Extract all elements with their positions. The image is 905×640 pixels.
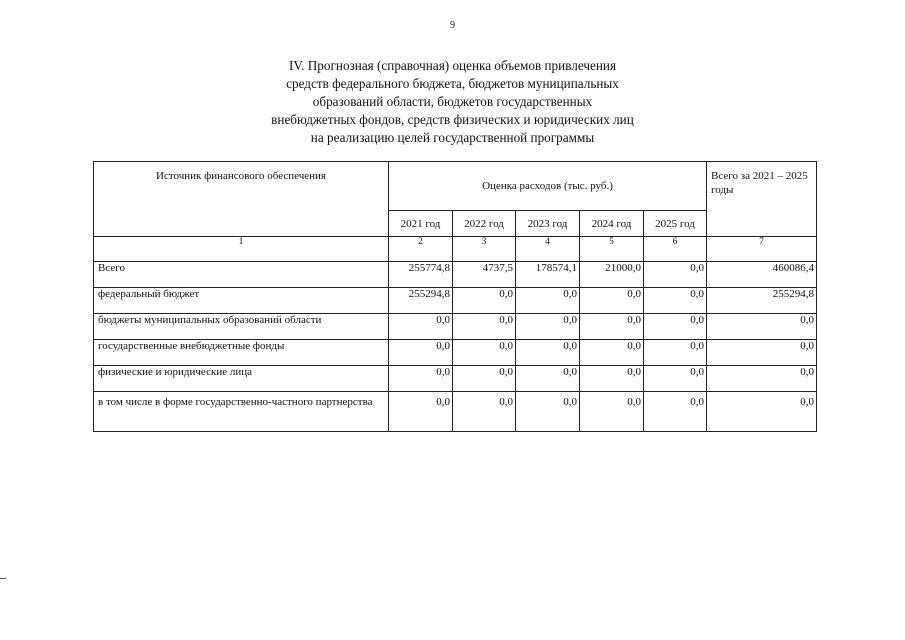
- column-number-row: [94, 237, 817, 262]
- title-line: образований области, бюджетов государственных: [312, 94, 593, 109]
- cell-total: 0,0: [707, 340, 817, 366]
- column-number: 4: [516, 237, 580, 262]
- title-line: IV. Прогнозная (справочная) оценка объемов привлечения: [288, 58, 617, 73]
- cell-value: 0,0: [453, 314, 516, 340]
- cell-value: 0,0: [516, 340, 580, 366]
- row-label: в том числе в форме государственно-частного партнерства: [94, 392, 389, 432]
- cell-value: 21000,0: [580, 262, 644, 288]
- cell-value: 0,0: [453, 288, 516, 314]
- cell-value: 0,0: [453, 366, 516, 392]
- cell-value: 0,0: [644, 314, 707, 340]
- header-year: 2021 год: [389, 211, 453, 237]
- table-row: [94, 392, 817, 432]
- section-title: [0, 57, 905, 147]
- cell-value: 0,0: [389, 340, 453, 366]
- row-label: физические и юридические лица: [94, 366, 389, 392]
- row-label: Всего: [94, 262, 389, 288]
- cell-value: 0,0: [516, 314, 580, 340]
- column-number: 1: [94, 237, 389, 262]
- header-year: 2023 год: [516, 211, 580, 237]
- cell-value: 0,0: [389, 392, 453, 432]
- cell-value: 0,0: [644, 366, 707, 392]
- page-number: 9: [450, 20, 455, 31]
- header-source: Источник финансового обеспечения: [94, 162, 389, 237]
- table-row: [94, 366, 817, 392]
- cell-value: 0,0: [453, 392, 516, 432]
- cell-value: 0,0: [389, 314, 453, 340]
- cell-value: 0,0: [644, 392, 707, 432]
- financing-table: [93, 161, 817, 432]
- column-number: 6: [644, 237, 707, 262]
- cell-value: 0,0: [644, 262, 707, 288]
- row-label: государственные внебюджетные фонды: [94, 340, 389, 366]
- cell-value: 255774,8: [389, 262, 453, 288]
- cell-total: 0,0: [707, 366, 817, 392]
- cell-value: 0,0: [516, 288, 580, 314]
- cell-value: 0,0: [644, 340, 707, 366]
- row-label: федеральный бюджет: [94, 288, 389, 314]
- header-year: 2024 год: [580, 211, 644, 237]
- cell-value: 0,0: [389, 366, 453, 392]
- column-number: 3: [453, 237, 516, 262]
- table-row: [94, 288, 817, 314]
- cell-value: 4737,5: [453, 262, 516, 288]
- cell-total: 0,0: [707, 392, 817, 432]
- table-row: [94, 314, 817, 340]
- cell-value: 0,0: [516, 392, 580, 432]
- header-estimate: Оценка расходов (тыс. руб.): [389, 162, 707, 211]
- cell-value: 255294,8: [389, 288, 453, 314]
- title-line: на реализацию целей государственной программы: [310, 130, 595, 145]
- column-number: 2: [389, 237, 453, 262]
- table-row: [94, 340, 817, 366]
- header-total: Всего за 2021 – 2025 годы: [707, 162, 817, 237]
- cell-value: 0,0: [580, 392, 644, 432]
- table-row: [94, 262, 817, 288]
- cell-value: 0,0: [580, 366, 644, 392]
- column-number: 7: [707, 237, 817, 262]
- margin-mark: [0, 578, 6, 579]
- header-year: 2025 год: [644, 211, 707, 237]
- cell-value: 0,0: [516, 366, 580, 392]
- cell-value: 0,0: [580, 340, 644, 366]
- cell-total: 0,0: [707, 314, 817, 340]
- cell-value: 0,0: [453, 340, 516, 366]
- cell-value: 0,0: [580, 288, 644, 314]
- title-line: внебюджетных фондов, средств физических и юридических лиц: [271, 112, 634, 127]
- cell-value: 0,0: [580, 314, 644, 340]
- header-year: 2022 год: [453, 211, 516, 237]
- row-label: бюджеты муниципальных образований области: [94, 314, 389, 340]
- title-line: средств федерального бюджета, бюджетов муниципальных: [286, 76, 619, 91]
- column-number: 5: [580, 237, 644, 262]
- cell-total: 460086,4: [707, 262, 817, 288]
- cell-total: 255294,8: [707, 288, 817, 314]
- cell-value: 0,0: [644, 288, 707, 314]
- cell-value: 178574,1: [516, 262, 580, 288]
